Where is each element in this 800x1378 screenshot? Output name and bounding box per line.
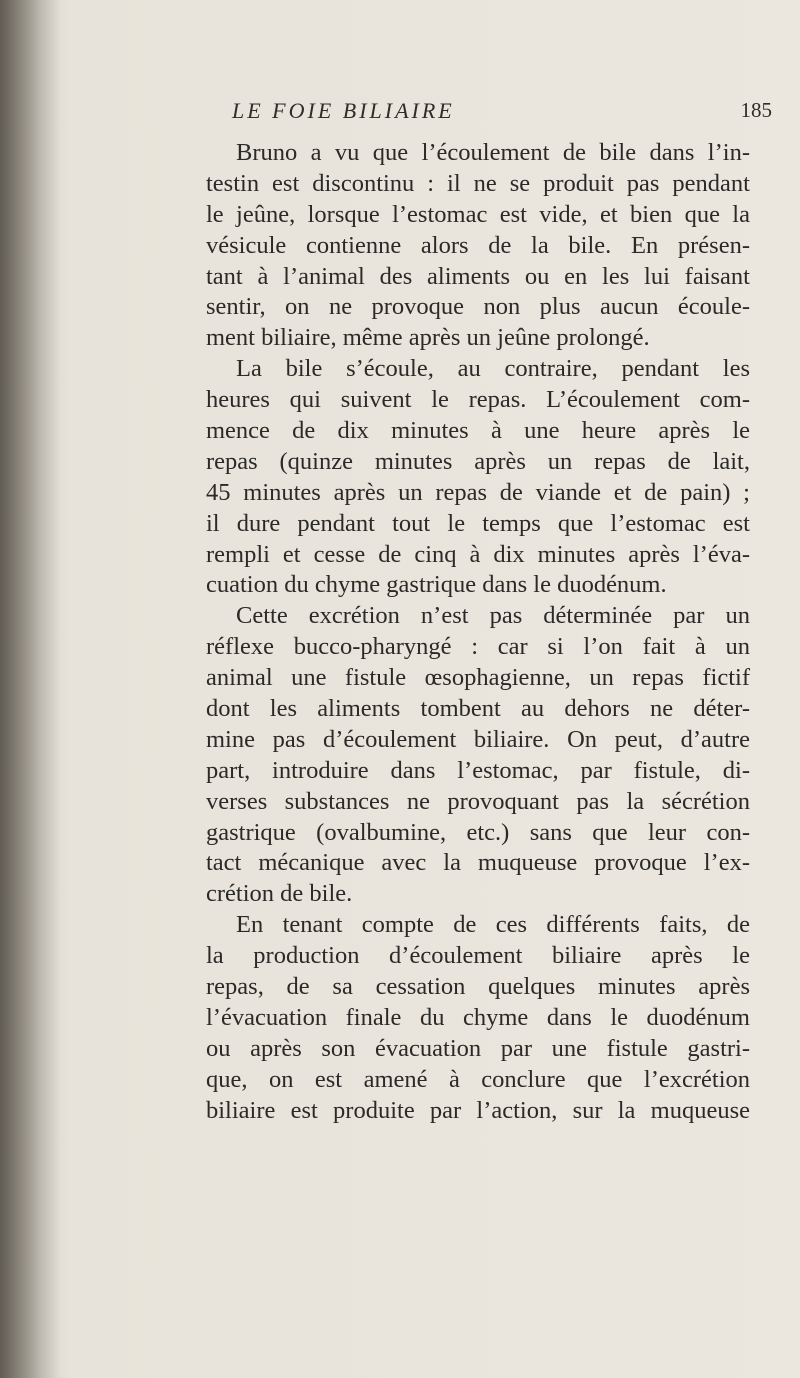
text-line: mine pas d’écoulement biliaire. On peut, d’autre [206, 725, 750, 753]
text-line: part, introduire dans l’estomac, par fistule, di- [206, 756, 750, 784]
text-line: cuation du chyme gastrique dans le duodénum. [206, 571, 667, 599]
text-line: repas, de sa cessation quelques minutes après [206, 973, 750, 1001]
page-number: 185 [740, 98, 772, 122]
text-line: 45 minutes après un repas de viande et de pain) ; [206, 478, 750, 506]
text-line: testin est discontinu : il ne se produit pas pendant [206, 169, 750, 197]
running-title: LE FOIE BILIAIRE [232, 98, 455, 123]
text-line: la production d’écoulement biliaire après le [206, 942, 750, 970]
text-line: sentir, on ne provoque non plus aucun écoule- [206, 293, 750, 321]
text-line: Bruno a vu que l’écoulement de bile dans l’in- [236, 139, 750, 166]
body-text [206, 138, 750, 1127]
text-line: le jeûne, lorsque l’estomac est vide, et bien que la [206, 200, 750, 228]
text-line: réflexe bucco-pharyngé : car si l’on fait à un [206, 633, 750, 661]
text-line: animal une fistule œsophagienne, un repas fictif [206, 664, 750, 692]
text-line: La bile s’écoule, au contraire, pendant les [236, 355, 750, 383]
text-line: biliaire est produite par l’action, sur la muqueuse [206, 1096, 750, 1124]
text-line: crétion de bile. [206, 880, 353, 908]
text-line: repas (quinze minutes après un repas de lait, [206, 447, 750, 475]
text-line: Cette excrétion n’est pas déterminée par un [236, 602, 750, 630]
text-line: verses substances ne provoquant pas la sécrétion [206, 787, 750, 815]
text-line: que, on est amené à conclure que l’excrétion [206, 1065, 750, 1093]
text-line: mence de dix minutes à une heure après le [206, 417, 750, 445]
page-header [232, 98, 792, 128]
text-line: dont les aliments tombent au dehors ne déter- [206, 695, 750, 723]
text-line: vésicule contienne alors de la bile. En présen- [206, 231, 750, 259]
text-line: ou après son évacuation par une fistule gastri- [206, 1034, 750, 1062]
text-line: tant à l’animal des aliments ou en les lui faisant [206, 262, 750, 290]
text-line: heures qui suivent le repas. L’écoulement com- [206, 386, 750, 414]
text-line: gastrique (ovalbumine, etc.) sans que leur con- [206, 818, 750, 846]
text-line: tact mécanique avec la muqueuse provoque l’ex- [206, 849, 750, 877]
text-line: l’évacuation finale du chyme dans le duodénum [206, 1003, 750, 1031]
text-line: rempli et cesse de cinq à dix minutes après l’éva- [206, 540, 750, 568]
text-line: En tenant compte de ces différents faits, de [236, 911, 750, 939]
text-line: ment biliaire, même après un jeûne prolongé. [206, 324, 650, 352]
text-line: il dure pendant tout le temps que l’estomac est [206, 509, 750, 537]
binding-shadow [0, 0, 60, 1378]
